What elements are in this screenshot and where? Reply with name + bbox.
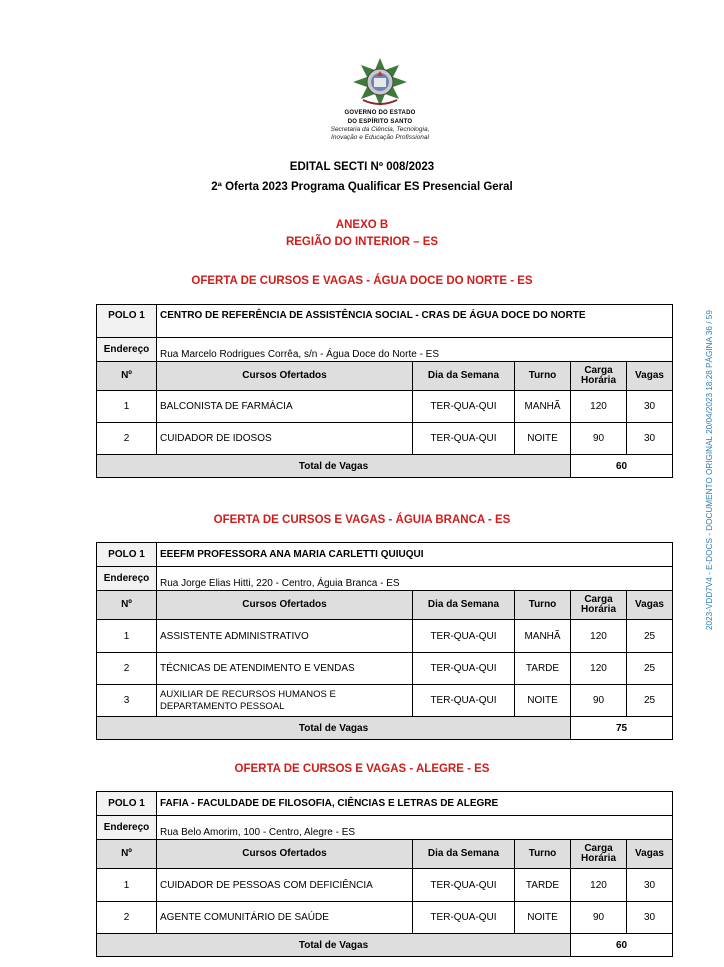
row-seats: 30 (627, 902, 673, 934)
offer-table (96, 542, 673, 740)
gov-line-1: GOVERNO DO ESTADO (344, 110, 416, 116)
col-courses: Cursos Ofertados (157, 362, 413, 391)
section-title: OFERTA DE CURSOS E VAGAS - ALEGRE - ES (234, 763, 490, 775)
region-title: REGIÃO DO INTERIOR – ES (285, 236, 439, 248)
total-label: Total de Vagas (97, 934, 571, 957)
offer-table (96, 304, 673, 478)
row-course: CUIDADOR DE IDOSOS (157, 423, 413, 455)
row-shift: MANHÃ (515, 620, 571, 653)
col-seats: Vagas (627, 362, 673, 391)
row-day: TER-QUA-QUI (413, 391, 515, 423)
section-title: OFERTA DE CURSOS E VAGAS - ÁGUA DOCE DO NORTE - ES (191, 275, 533, 287)
program-title: 2ª Oferta 2023 Programa Qualificar ES Presencial Geral (211, 181, 513, 193)
col-hours: Carga Horária (571, 362, 627, 391)
offer-table (96, 791, 673, 957)
row-day: TER-QUA-QUI (413, 902, 515, 934)
col-day: Dia da Semana (413, 591, 515, 620)
col-shift: Turno (515, 591, 571, 620)
row-num: 1 (97, 869, 157, 902)
address-label: Endereço (97, 567, 157, 591)
table-row (97, 620, 673, 653)
row-course: AUXILIAR DE RECURSOS HUMANOS E DEPARTAMENTO PESSOAL (157, 685, 413, 717)
row-course: BALCONISTA DE FARMÁCIA (157, 391, 413, 423)
row-seats: 25 (627, 653, 673, 685)
row-shift: TARDE (515, 653, 571, 685)
col-num: Nº (97, 840, 157, 869)
row-day: TER-QUA-QUI (413, 653, 515, 685)
col-num: Nº (97, 591, 157, 620)
secti-line-2: Inovação e Educação Profissional (331, 133, 429, 141)
row-shift: NOITE (515, 902, 571, 934)
row-num: 2 (97, 902, 157, 934)
col-num: Nº (97, 362, 157, 391)
row-course: TÉCNICAS DE ATENDIMENTO E VENDAS (157, 653, 413, 685)
row-hours: 120 (571, 620, 627, 653)
row-shift: TARDE (515, 869, 571, 902)
document-stamp: 2023-VDD7V4 - E-DOCS - DOCUMENTO ORIGINAL 20/04/2023 18:28 PÁGINA 36 / 59 (705, 310, 714, 630)
row-num: 2 (97, 423, 157, 455)
row-num: 3 (97, 685, 157, 717)
polo-label: POLO 1 (97, 543, 157, 567)
table-row (97, 869, 673, 902)
col-seats: Vagas (627, 840, 673, 869)
table-row (97, 423, 673, 455)
row-hours: 90 (571, 902, 627, 934)
address-label: Endereço (97, 816, 157, 840)
total-label: Total de Vagas (97, 455, 571, 478)
polo-name: FAFIA - FACULDADE DE FILOSOFIA, CIÊNCIAS E LETRAS DE ALEGRE (157, 792, 673, 816)
row-seats: 30 (627, 423, 673, 455)
table-row (97, 685, 673, 717)
row-shift: NOITE (515, 685, 571, 717)
coat-of-arms-icon (349, 56, 411, 108)
col-hours: Carga Horária (571, 840, 627, 869)
total-value: 60 (571, 455, 673, 478)
total-value: 75 (571, 717, 673, 740)
table-row (97, 653, 673, 685)
section-title: OFERTA DE CURSOS E VAGAS - ÁGUIA BRANCA - ES (213, 514, 511, 526)
row-hours: 120 (571, 653, 627, 685)
row-hours: 120 (571, 869, 627, 902)
col-shift: Turno (515, 362, 571, 391)
col-courses: Cursos Ofertados (157, 591, 413, 620)
row-hours: 90 (571, 685, 627, 717)
secti-line-1: Secretaria da Ciência, Tecnologia, (330, 126, 430, 133)
col-courses: Cursos Ofertados (157, 840, 413, 869)
row-course: ASSISTENTE ADMINISTRATIVO (157, 620, 413, 653)
row-course: CUIDADOR DE PESSOAS COM DEFICIÊNCIA (157, 869, 413, 902)
row-hours: 90 (571, 423, 627, 455)
total-label: Total de Vagas (97, 717, 571, 740)
col-seats: Vagas (627, 591, 673, 620)
gov-line-2: DO ESPÍRITO SANTO (347, 119, 413, 125)
row-course: AGENTE COMUNITÁRIO DE SAÚDE (157, 902, 413, 934)
table-row (97, 391, 673, 423)
col-shift: Turno (515, 840, 571, 869)
row-seats: 30 (627, 391, 673, 423)
address-value: Rua Jorge Elias Hitti, 220 - Centro, Águia Branca - ES (157, 567, 673, 591)
polo-label: POLO 1 (97, 792, 157, 816)
row-shift: MANHÃ (515, 391, 571, 423)
row-num: 1 (97, 391, 157, 423)
row-day: TER-QUA-QUI (413, 869, 515, 902)
polo-name: CENTRO DE REFERÊNCIA DE ASSISTÊNCIA SOCIAL - CRAS DE ÁGUA DOCE DO NORTE (157, 305, 673, 338)
col-day: Dia da Semana (413, 362, 515, 391)
annex-title: ANEXO B (335, 219, 389, 231)
row-day: TER-QUA-QUI (413, 620, 515, 653)
address-value: Rua Marcelo Rodrigues Corrêa, s/n - Água Doce do Norte - ES (157, 338, 673, 362)
row-num: 1 (97, 620, 157, 653)
row-shift: NOITE (515, 423, 571, 455)
row-seats: 30 (627, 869, 673, 902)
row-hours: 120 (571, 391, 627, 423)
total-value: 60 (571, 934, 673, 957)
state-logo (300, 56, 460, 141)
col-day: Dia da Semana (413, 840, 515, 869)
address-label: Endereço (97, 338, 157, 362)
edital-title: EDITAL SECTI Nº 008/2023 (289, 161, 435, 173)
row-seats: 25 (627, 620, 673, 653)
polo-label: POLO 1 (97, 305, 157, 338)
polo-name: EEEFM PROFESSORA ANA MARIA CARLETTI QUIUQUI (157, 543, 673, 567)
row-day: TER-QUA-QUI (413, 685, 515, 717)
row-day: TER-QUA-QUI (413, 423, 515, 455)
row-seats: 25 (627, 685, 673, 717)
row-num: 2 (97, 653, 157, 685)
table-row (97, 902, 673, 934)
col-hours: Carga Horária (571, 591, 627, 620)
address-value: Rua Belo Amorim, 100 - Centro, Alegre - ES (157, 816, 673, 840)
